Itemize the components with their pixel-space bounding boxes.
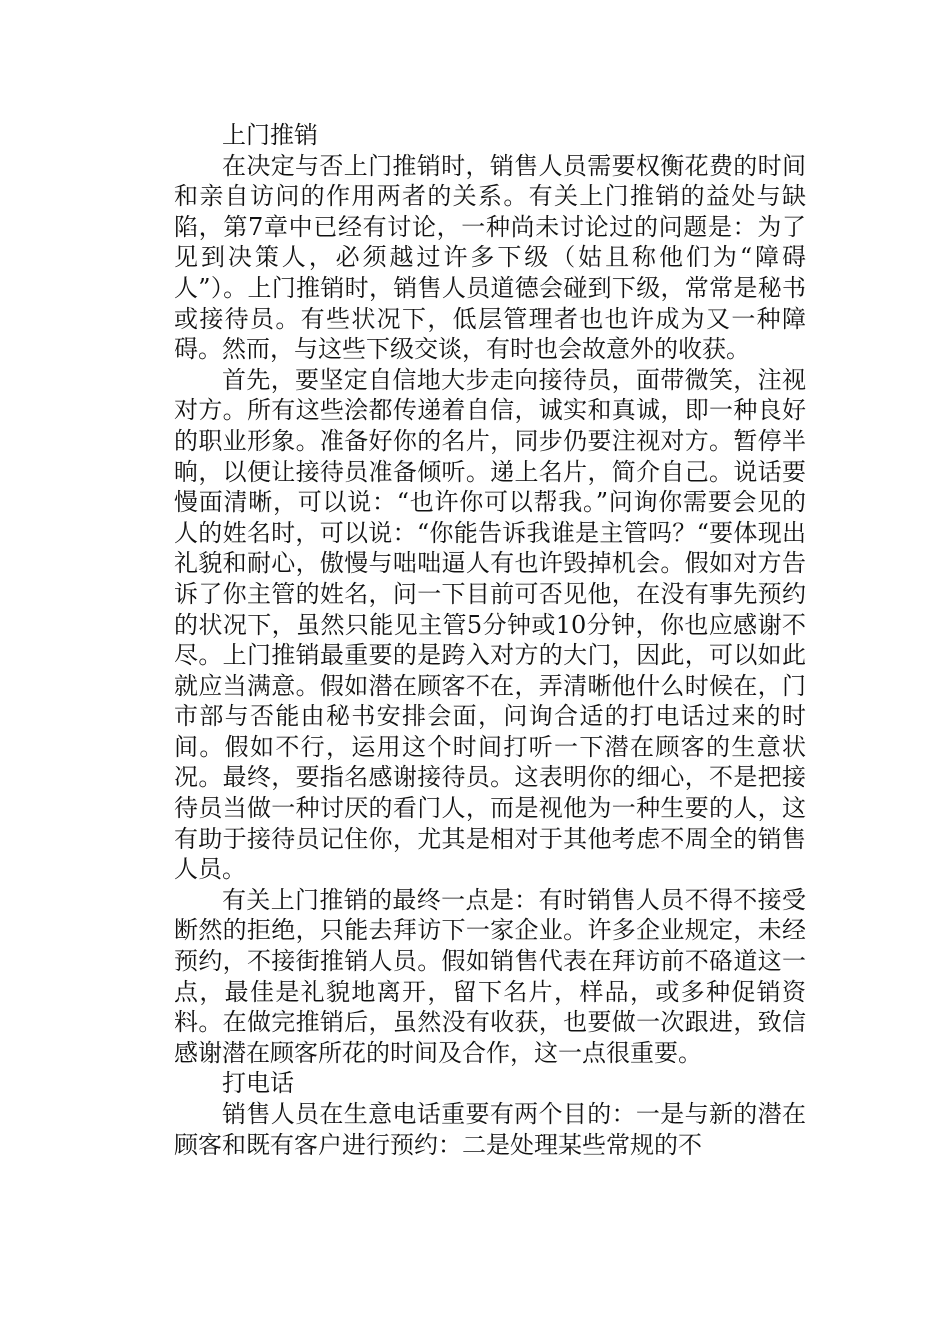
paragraph-rejection-followup: 有关上门推销的最终一点是：有时销售人员不得不接受断然的拒绝，只能去拜访下一家企业。许多企业规定，未经预约，不接街推销人员。假如销售代表在拜访前不硌道这一点，最佳是礼貌地离开，留下名片，样品，或多种促销资料。在做完推销后，虽然没有收获，也要做一次跟进，致信感谢潜在顾客所花的时间及合作，这一点很重要。 — [174, 885, 806, 1067]
document-page — [174, 120, 806, 1160]
section-heading-door-to-door: 上门推销 — [222, 121, 318, 149]
paragraph-phone-call-purpose: 销售人员在生意电话重要有两个目的：一是与新的潜在顾客和既有客户进行预约：二是处理某些常规的不 — [174, 1100, 806, 1159]
paragraph-door-to-door-intro: 在决定与否上门推销时，销售人员需要权衡花费的时间和亲自访问的作用两者的关系。有关上门推销的益处与缺陷，第7章中已经有讨论，一种尚未讨论过的问题是：为了见到决策人，必须越过许多下级（姑且称他们为“障碍人”）。上门推销时，销售人员道德会碰到下级，常常是秘书或接待员。有些状况下，低层管理者也也许成为又一种障碍。然而，与这些下级交谈，有时也会故意外的收获。 — [174, 151, 806, 364]
section-heading-phone-call: 打电话 — [222, 1069, 294, 1098]
paragraph-approach-receptionist: 首先，要坚定自信地大步走向接待员，面带微笑，注视对方。所有这些浍都传递着自信，诚实和真诚，即一种良好的职业形象。准备好你的名片，同步仍要注视对方。暂停半晌，以便让接待员准备倾听。递上名片，简介自己。说话要慢面清晰，可以说：“也许你可以帮我。”问询你需要会见的人的姓名时，可以说：“你能告诉我谁是主管吗？“要体现出礼貌和耐心，傲慢与咄咄逼人有也许毁掉机会。假如对方告诉了你主管的姓名，问一下目前可否见他，在没有事先预约的状况下，虽然只能见主管5分钟或10分钟，你也应感谢不尽。上门推销最重要的是跨入对方的大门，因此，可以如此就应当满意。假如潜在顾客不在，弄清晰他什么时候在，门市部与否能由秘书安排会面，问询合适的打电话过来的时间。假如不行，运用这个时间打听一下潜在顾客的生意状况。最终，要指名感谢接待员。这表明你的细心，不是把接待员当做一种讨厌的看门人，而是视他为一种生要的人，这有助于接待员记住你，尤其是相对于其他考虑不周全的销售人员。 — [174, 365, 806, 884]
